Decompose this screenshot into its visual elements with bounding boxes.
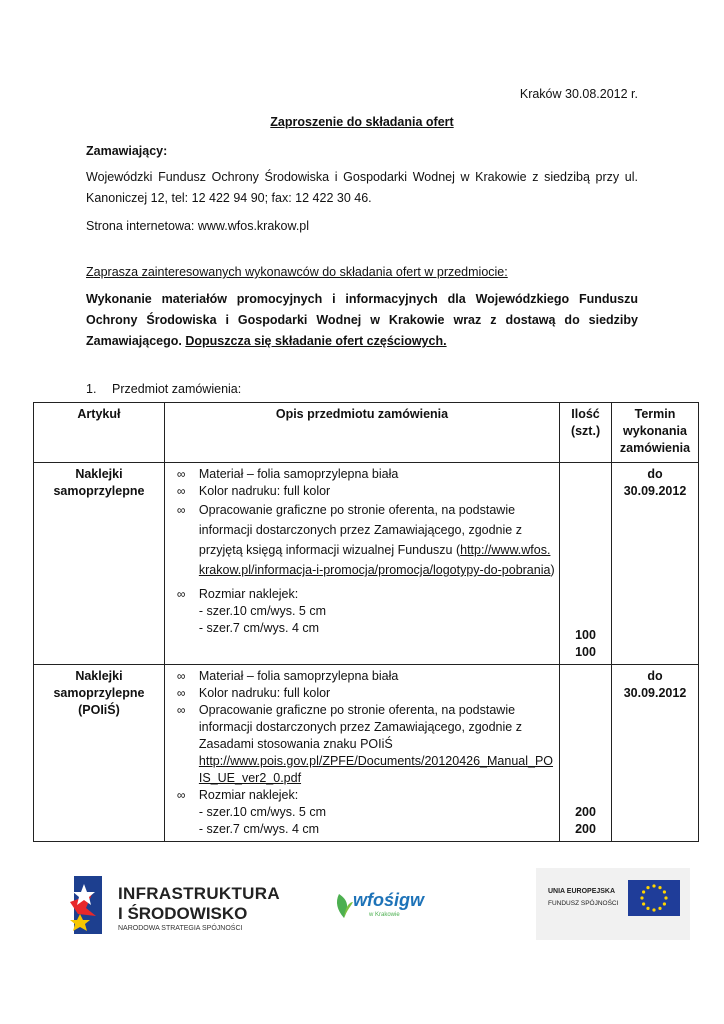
- strategia-text: NARODOWA STRATEGIA SPÓJNOŚCI: [118, 925, 243, 932]
- table-row: [34, 665, 699, 842]
- pois-manual-link[interactable]: http://www.pois.gov.pl/ZPFE/Documents/20120426_Manual_POIS_UE_ver2_0.pdf: [198, 754, 554, 785]
- bullet-icon: ∞: [176, 587, 186, 601]
- ordering-party-address: Wojewódzki Fundusz Ochrony Środowiska i Gospodarki Wodnej w Krakowie z siedzibą przy ul. Kanoniczej 12, tel: 12 422 94 90; fax: 12 422 30 46.: [86, 170, 638, 205]
- size-option: - szer.7 cm/wys. 4 cm: [198, 621, 320, 635]
- section-heading: [86, 382, 241, 396]
- size-option: - szer.10 cm/wys. 5 cm: [198, 805, 326, 819]
- section-title: Przedmiot zamówienia:: [112, 382, 242, 396]
- row1-description: [164, 463, 559, 665]
- order-subject-text: Wykonanie materiałów promocyjnych i informacyjnych dla Wojewódzkiego Funduszu Ochrony Środowiska i Gospodarki Wodnej w Krakowie wraz z dostawą do siedziby Zamawiającego.: [86, 292, 638, 348]
- partial-offers-note: Dopuszcza się składanie ofert częściowych.: [185, 334, 447, 348]
- document-title: Zaproszenie do składania ofert: [270, 115, 454, 129]
- wfosigw-text: wfośigw: [353, 890, 424, 910]
- list-item: ∞ Kolor nadruku: full kolor: [176, 686, 331, 700]
- bullet-icon: ∞: [176, 788, 186, 802]
- cis-link[interactable]: http://www.wfos.krakow.pl/informacja-i-promocja/promocja/logotypy-do-pobrania: [198, 543, 551, 577]
- eu-flag-icon: [628, 880, 680, 916]
- ordering-party-label: Zamawiający:: [86, 144, 168, 158]
- row1-quantity: 100 100: [560, 463, 612, 665]
- wfosigw-logo: [335, 888, 425, 924]
- list-item: ∞ Materiał – folia samoprzylepna biała: [176, 669, 399, 683]
- row1-term: do 30.09.2012: [612, 463, 699, 665]
- row2-article: Naklejki samoprzylepne (POIiŚ): [34, 665, 165, 842]
- eu-text: UNIA EUROPEJSKA: [548, 888, 616, 895]
- list-item: ∞ Rozmiar naklejek: - szer.10 cm/wys. 5 cm - szer.7 cm/wys. 4 cm: [199, 787, 555, 838]
- list-item: ∞ Kolor nadruku: full kolor: [176, 484, 331, 498]
- section-number: 1.: [86, 382, 97, 396]
- size-option: - szer.7 cm/wys. 4 cm: [198, 822, 320, 836]
- header-description: Opis przedmiotu zamówienia: [164, 403, 559, 463]
- srodowisko-text: I ŚRODOWISKO: [118, 904, 248, 923]
- invitation-text: Zaprasza zainteresowanych wykonawców do składania ofert w przedmiocie:: [86, 265, 508, 279]
- order-table: [33, 402, 699, 842]
- wfosigw-subtext: w Krakowie: [369, 912, 400, 918]
- table-header-row: [34, 403, 699, 463]
- size-option: - szer.10 cm/wys. 5 cm: [198, 604, 326, 618]
- row2-quantity: 200 200: [560, 665, 612, 842]
- infrastruktura-emblem-icon: [70, 876, 112, 938]
- document-date: Kraków 30.08.2012 r.: [519, 87, 638, 101]
- list-item: ∞ Rozmiar naklejek: - szer.10 cm/wys. 5 cm - szer.7 cm/wys. 4 cm: [199, 586, 555, 637]
- website-line: Strona internetowa: www.wfos.krakow.pl: [86, 219, 310, 233]
- leaf-icon: [335, 892, 353, 918]
- row1-article: Naklejki samoprzylepne: [34, 463, 165, 665]
- bullet-icon: ∞: [176, 686, 186, 700]
- row2-description: [164, 665, 559, 842]
- bullet-icon: ∞: [176, 703, 186, 717]
- fund-text: FUNDUSZ SPÓJNOŚCI: [548, 900, 619, 907]
- bullet-icon: ∞: [176, 503, 186, 517]
- infrastruktura-text: INFRASTRUKTURA: [118, 884, 280, 903]
- table-row: [34, 463, 699, 665]
- bullet-icon: ∞: [176, 467, 186, 481]
- bullet-icon: ∞: [176, 484, 186, 498]
- footer-logos: [0, 868, 724, 948]
- list-item: ∞ Opracowanie graficzne po stronie oferenta, na podstawie informacji dostarczonych przez Zamawiającego, zgodnie z Zasadami stosowania znaku POIiŚ http://www.pois.gov.pl/ZPFE/Documents/20120426_Manual_POIS_UE_ver2_0.pdf: [199, 702, 555, 787]
- row2-term: do 30.09.2012: [612, 665, 699, 842]
- list-item: ∞ Opracowanie graficzne po stronie oferenta, na podstawie informacji dostarczonych przez Zamawiającego, zgodnie z przyjętą księgą informacji wizualnej Funduszu (http://www.wfos.krakow.pl/informacja-i-promocja/promocja/logotypy-do-pobrania): [199, 500, 555, 580]
- bullet-icon: ∞: [176, 669, 186, 683]
- header-article: Artykuł: [34, 403, 165, 463]
- infrastruktura-logo: [70, 872, 280, 942]
- header-term: Termin wykonania zamówienia: [612, 403, 699, 463]
- eu-logo: [536, 868, 690, 940]
- list-item: ∞ Materiał – folia samoprzylepna biała: [176, 467, 399, 481]
- header-quantity: Ilość (szt.): [560, 403, 612, 463]
- order-subject: [86, 289, 638, 352]
